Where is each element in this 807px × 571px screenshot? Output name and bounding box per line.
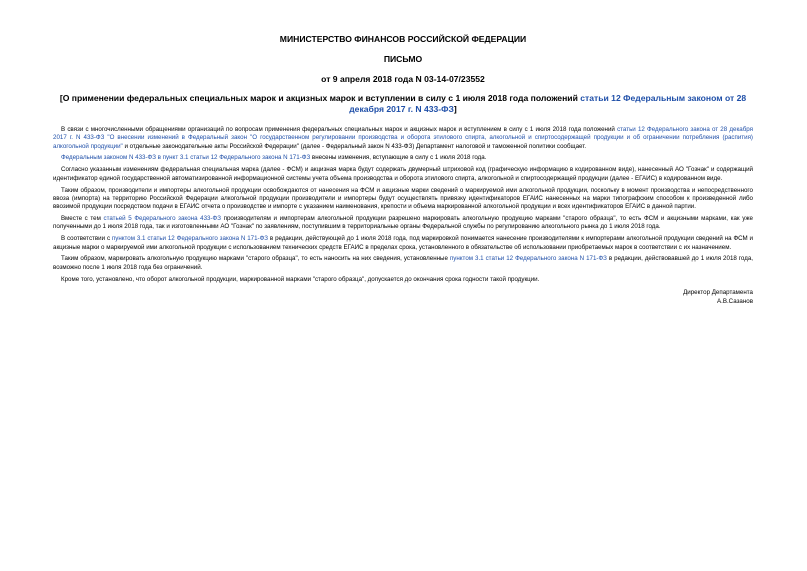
paragraph-text: в редакции, действовавшей до 1 июля 2018 года, возможно после 1 июля 2018 года без ограничений.: [53, 255, 754, 271]
document-page: [53, 34, 753, 306]
law-171-point-link[interactable]: пунктом 3.1 статьи 12 Федерального закона N 171-ФЗ: [111, 235, 269, 243]
paragraph-text: В соответствии с: [61, 235, 112, 243]
paragraph-text: производителям и импортерам алкогольной продукции разрешено маркировать алкогольную продукцию марками "старого образца", то есть ФСМ и акцизными марками, как уже полученными до 1 июля 2018 года, так и изготовленными АО "Гознак" по заявлениям, поступившим в территориальные органы Федеральной службы по регулированию алкогольного рынка до 1 июля 2018 года.: [53, 215, 753, 231]
paragraph-text: Вместе с тем: [61, 215, 104, 223]
law-171-article-link[interactable]: Федеральным законом N 433-ФЗ в пункт 3.1 статьи 12 Федерального закона N 171-ФЗ: [61, 154, 311, 162]
law-171-point-link-2[interactable]: пунктом 3.1 статьи 12 Федерального закона N 171-ФЗ: [449, 255, 607, 263]
document-title-end: ]: [453, 104, 457, 114]
signature-block: [53, 288, 753, 306]
law-433-link[interactable]: статьи 12 Федерального закона от 28 декабря 2017 г. N 433-ФЗ "О внесении изменений в Федеральный закон "О государственном регулировании производства и оборота этилового спирта, алкогольной и спиртосодержащей продукции и об ограничении потребления (распития) алкогольной продукции": [53, 126, 753, 150]
signature-position: Директор Департамента: [683, 288, 753, 296]
document-title: [53, 93, 753, 115]
document-title-text: [О применении федеральных специальных марок и акцизных марок и вступлении в силу с 1 июля 2018 года положений: [59, 93, 581, 103]
paragraph-4: Таким образом, производители и импортеры алкогольной продукции освобождаются от нанесения на ФСМ и акцизные марки сведений о маркируемой ими алкогольной продукции, поскольку в момент производства и непосредственного ввоза (импорта) на территорию Российской Федерации алкогольной продукции производители и импортеры будут осуществлять привязку идентификаторов ЕГАИС нанесенных на марки типографским способом к произведенной либо ввозимой продукции посредством подачи в ЕГАИС отчета о производстве и импорте с указанием наименования, крепости и объема маркированной алкогольной продукции и всех идентификаторов ЕГАИС в данной партии.: [53, 186, 753, 211]
document-type: ПИСЬМО: [383, 54, 423, 64]
paragraph-text: Таким образом, маркировать алкогольную продукцию марками "старого образца", то есть наносить на них сведения, установленные: [61, 255, 450, 263]
paragraph-text: в редакции, действующей до 1 июля 2018 года, под маркировкой понимается нанесение производителями к импортерами алкогольной продукции сведений на ФСМ и акцизные марки о маркируемой ими алкогольной продукции с использованием технических средств ЕГАИС в пределах срока, установленного в обязательстве об использовании приобретаемых марок в соответствии с их назначением.: [53, 235, 754, 251]
paragraph-8: Кроме того, установлено, что оборот алкогольной продукции, маркированной марками "старого образца", допускается до окончания срока годности такой продукции.: [61, 275, 540, 283]
document-date-number: от 9 апреля 2018 года N 03-14-07/23552: [321, 74, 485, 84]
paragraph-1: [53, 126, 753, 151]
paragraph-text: и отдельные законодательные акты Российской Федерации" (далее - Федеральный закон N 433-ФЗ) Департамент налоговой и таможенной политики сообщает.: [122, 142, 587, 150]
paragraph-6: [53, 235, 753, 252]
paragraph-7: [53, 255, 753, 272]
paragraph-5: [53, 215, 753, 232]
ministry-heading: МИНИСТЕРСТВО ФИНАНСОВ РОССИЙСКОЙ ФЕДЕРАЦИИ: [279, 34, 527, 44]
paragraph-2: [53, 154, 753, 162]
signature-name: А.В.Сазанов: [716, 297, 753, 305]
law-433-article-5-link[interactable]: статьей 5 Федерального закона 433-ФЗ: [103, 215, 221, 223]
paragraph-text: внесены изменения, вступающие в силу с 1 июля 2018 года.: [310, 154, 487, 162]
paragraph-3: Согласно указанным изменениям федеральная специальная марка (далее - ФСМ) и акцизная марка будут содержать двумерный штриховой код (графическую информацию в кодированном виде), нанесенный АО "Гознак" и содержащий идентификатор единой государственной автоматизированной информационной системы учета объема производства и оборота этилового спирта, алкогольной и спиртосодержащей продукции (далее - ЕГАИС) в кодированном виде.: [53, 166, 753, 182]
document-body: [53, 126, 753, 284]
title-law-link[interactable]: статьи 12 Федеральным законом от 28 декабря 2017 г. N 433-ФЗ: [349, 93, 747, 114]
paragraph-text: В связи с многочисленными обращениями организаций по вопросам применения федеральных специальных марок и акцизных марок и вступлением в силу с 1 июля 2018 года положений: [61, 126, 618, 133]
